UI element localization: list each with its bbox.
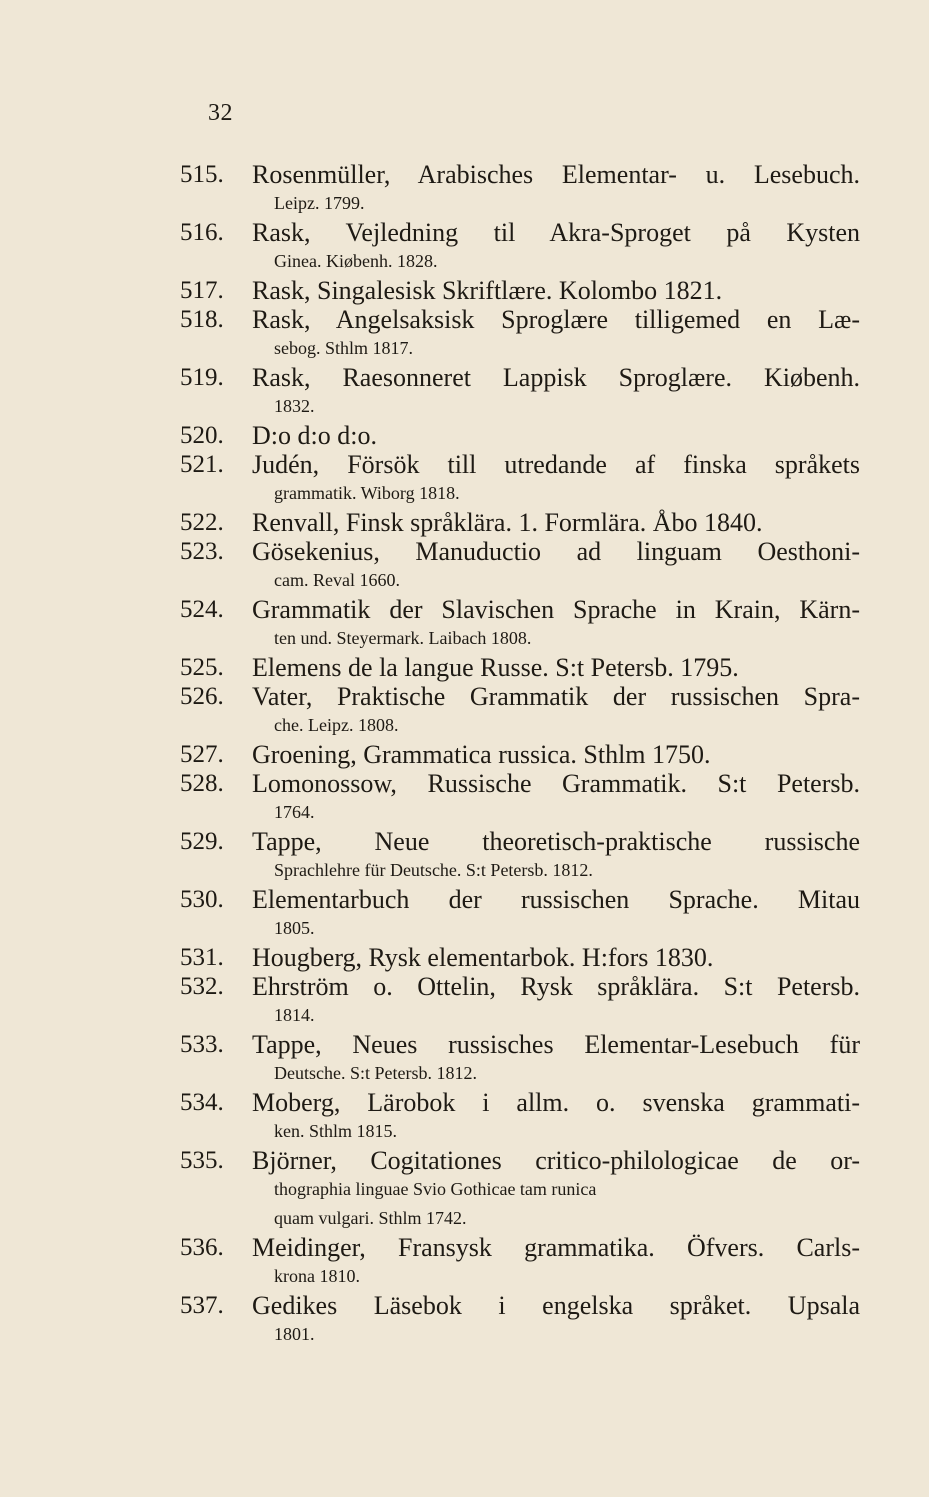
page-number: 32: [208, 100, 233, 126]
entry-text-continuation: che. Leipz. 1808.: [274, 715, 399, 735]
bibliography-entry: [180, 653, 860, 682]
entry-number: 520.: [180, 422, 224, 449]
entry-number: 522.: [180, 509, 224, 536]
entry-text: Judén, Försök till utredande af finska språkets: [252, 450, 860, 479]
entry-text-continuation: ten und. Steyermark. Laibach 1808.: [274, 628, 532, 648]
bibliography-entry: [180, 740, 860, 769]
entry-number: 523.: [180, 538, 224, 565]
entry-number: 536.: [180, 1234, 224, 1261]
entry-text: D:o d:o d:o.: [252, 421, 377, 450]
entry-number: 532.: [180, 973, 224, 1000]
entry-text-continuation: 1801.: [274, 1324, 315, 1344]
entry-text: Hougberg, Rysk elementarbok. H:fors 1830.: [252, 943, 714, 972]
entry-text-continuation: krona 1810.: [274, 1266, 360, 1286]
entry-text: Elemens de la langue Russe. S:t Petersb. 1795.: [252, 653, 739, 682]
bibliography-entry: [180, 1088, 860, 1146]
entry-text: Groening, Grammatica russica. Sthlm 1750.: [252, 740, 711, 769]
bibliography-entry: [180, 827, 860, 885]
bibliography-entry: [180, 1030, 860, 1088]
entry-text-continuation: grammatik. Wiborg 1818.: [274, 483, 460, 503]
bibliography-entry: [180, 1233, 860, 1291]
bibliography-entry: [180, 1291, 860, 1349]
entry-number: 528.: [180, 770, 224, 797]
entry-text-continuation: 1814.: [274, 1005, 315, 1025]
entry-text: Tappe, Neue theoretisch-praktische russische: [252, 827, 860, 856]
entry-number: 524.: [180, 596, 224, 623]
entry-number: 535.: [180, 1147, 224, 1174]
entry-number: 533.: [180, 1031, 224, 1058]
bibliography-entry: [180, 972, 860, 1030]
entry-number: 526.: [180, 683, 224, 710]
entry-text: Rask, Singalesisk Skriftlære. Kolombo 1821.: [252, 276, 723, 305]
entry-number: 519.: [180, 364, 224, 391]
bibliography-entry: [180, 885, 860, 943]
bibliography-entry: [180, 305, 860, 363]
entry-text-continuation: Ginea. Kiøbenh. 1828.: [274, 251, 438, 271]
entry-text-continuation: thographia linguae Svio Gothicae tam runica: [274, 1179, 597, 1199]
entry-number: 516.: [180, 219, 224, 246]
entry-number: 530.: [180, 886, 224, 913]
entry-text: Gösekenius, Manuductio ad linguam Oesthoni-: [252, 537, 860, 566]
entry-text-continuation: 1764.: [274, 802, 315, 822]
entry-text-continuation: quam vulgari. Sthlm 1742.: [274, 1208, 467, 1228]
entry-text-continuation: 1805.: [274, 918, 315, 938]
entry-text: Ehrström o. Ottelin, Rysk språklära. S:t Petersb.: [252, 972, 860, 1001]
entry-number: 525.: [180, 654, 224, 681]
entry-text: Lomonossow, Russische Grammatik. S:t Petersb.: [252, 769, 860, 798]
bibliography-entry: [180, 450, 860, 508]
bibliography-entry: [180, 276, 860, 305]
bibliography-entry: [180, 595, 860, 653]
entry-text: Renvall, Finsk språklära. 1. Formlära. Åbo 1840.: [252, 508, 763, 537]
entry-text-continuation: 1832.: [274, 396, 315, 416]
bibliography-entry: [180, 943, 860, 972]
entry-text: Meidinger, Fransysk grammatika. Öfvers. Carls-: [252, 1233, 860, 1262]
entry-text-continuation: Leipz. 1799.: [274, 193, 365, 213]
entry-text: Grammatik der Slavischen Sprache in Krain, Kärn-: [252, 595, 860, 624]
entry-text-continuation: Sprachlehre für Deutsche. S:t Petersb. 1812.: [274, 860, 593, 880]
entry-text: Elementarbuch der russischen Sprache. Mitau: [252, 885, 860, 914]
bibliography-entry: [180, 682, 860, 740]
bibliography-entry: [180, 769, 860, 827]
entry-number: 527.: [180, 741, 224, 768]
entry-text-continuation: Deutsche. S:t Petersb. 1812.: [274, 1063, 477, 1083]
bibliography-entry: [180, 1146, 860, 1233]
entry-text: Moberg, Lärobok i allm. o. svenska grammati-: [252, 1088, 860, 1117]
entry-number: 531.: [180, 944, 224, 971]
entry-number: 518.: [180, 306, 224, 333]
entry-text: Björner, Cogitationes critico-philologicae de or-: [252, 1146, 860, 1175]
entry-text: Rask, Raesonneret Lappisk Sproglære. Kiøbenh.: [252, 363, 860, 392]
bibliography-entry: [180, 363, 860, 421]
bibliography-entry: [180, 537, 860, 595]
bibliography-entry: [180, 421, 860, 450]
entry-text: Tappe, Neues russisches Elementar-Lesebuch für: [252, 1030, 860, 1059]
bibliography-entry: [180, 218, 860, 276]
entry-number: 534.: [180, 1089, 224, 1116]
entry-text-continuation: sebog. Sthlm 1817.: [274, 338, 414, 358]
entry-number: 537.: [180, 1292, 224, 1319]
bibliography-list: [180, 160, 860, 1349]
entry-text: Rask, Vejledning til Akra-Sproget på Kysten: [252, 218, 860, 247]
entry-text: Vater, Praktische Grammatik der russischen Spra-: [252, 682, 860, 711]
entry-text-continuation: cam. Reval 1660.: [274, 570, 400, 590]
entry-number: 515.: [180, 161, 224, 188]
entry-number: 521.: [180, 451, 224, 478]
entry-text-continuation: ken. Sthlm 1815.: [274, 1121, 398, 1141]
entry-text: Rask, Angelsaksisk Sproglære tilligemed en Læ-: [252, 305, 860, 334]
entry-text: Rosenmüller, Arabisches Elementar- u. Lesebuch.: [252, 160, 860, 189]
entry-number: 517.: [180, 277, 224, 304]
bibliography-entry: [180, 160, 860, 218]
entry-text: Gedikes Läsebok i engelska språket. Upsala: [252, 1291, 860, 1320]
bibliography-entry: [180, 508, 860, 537]
entry-number: 529.: [180, 828, 224, 855]
